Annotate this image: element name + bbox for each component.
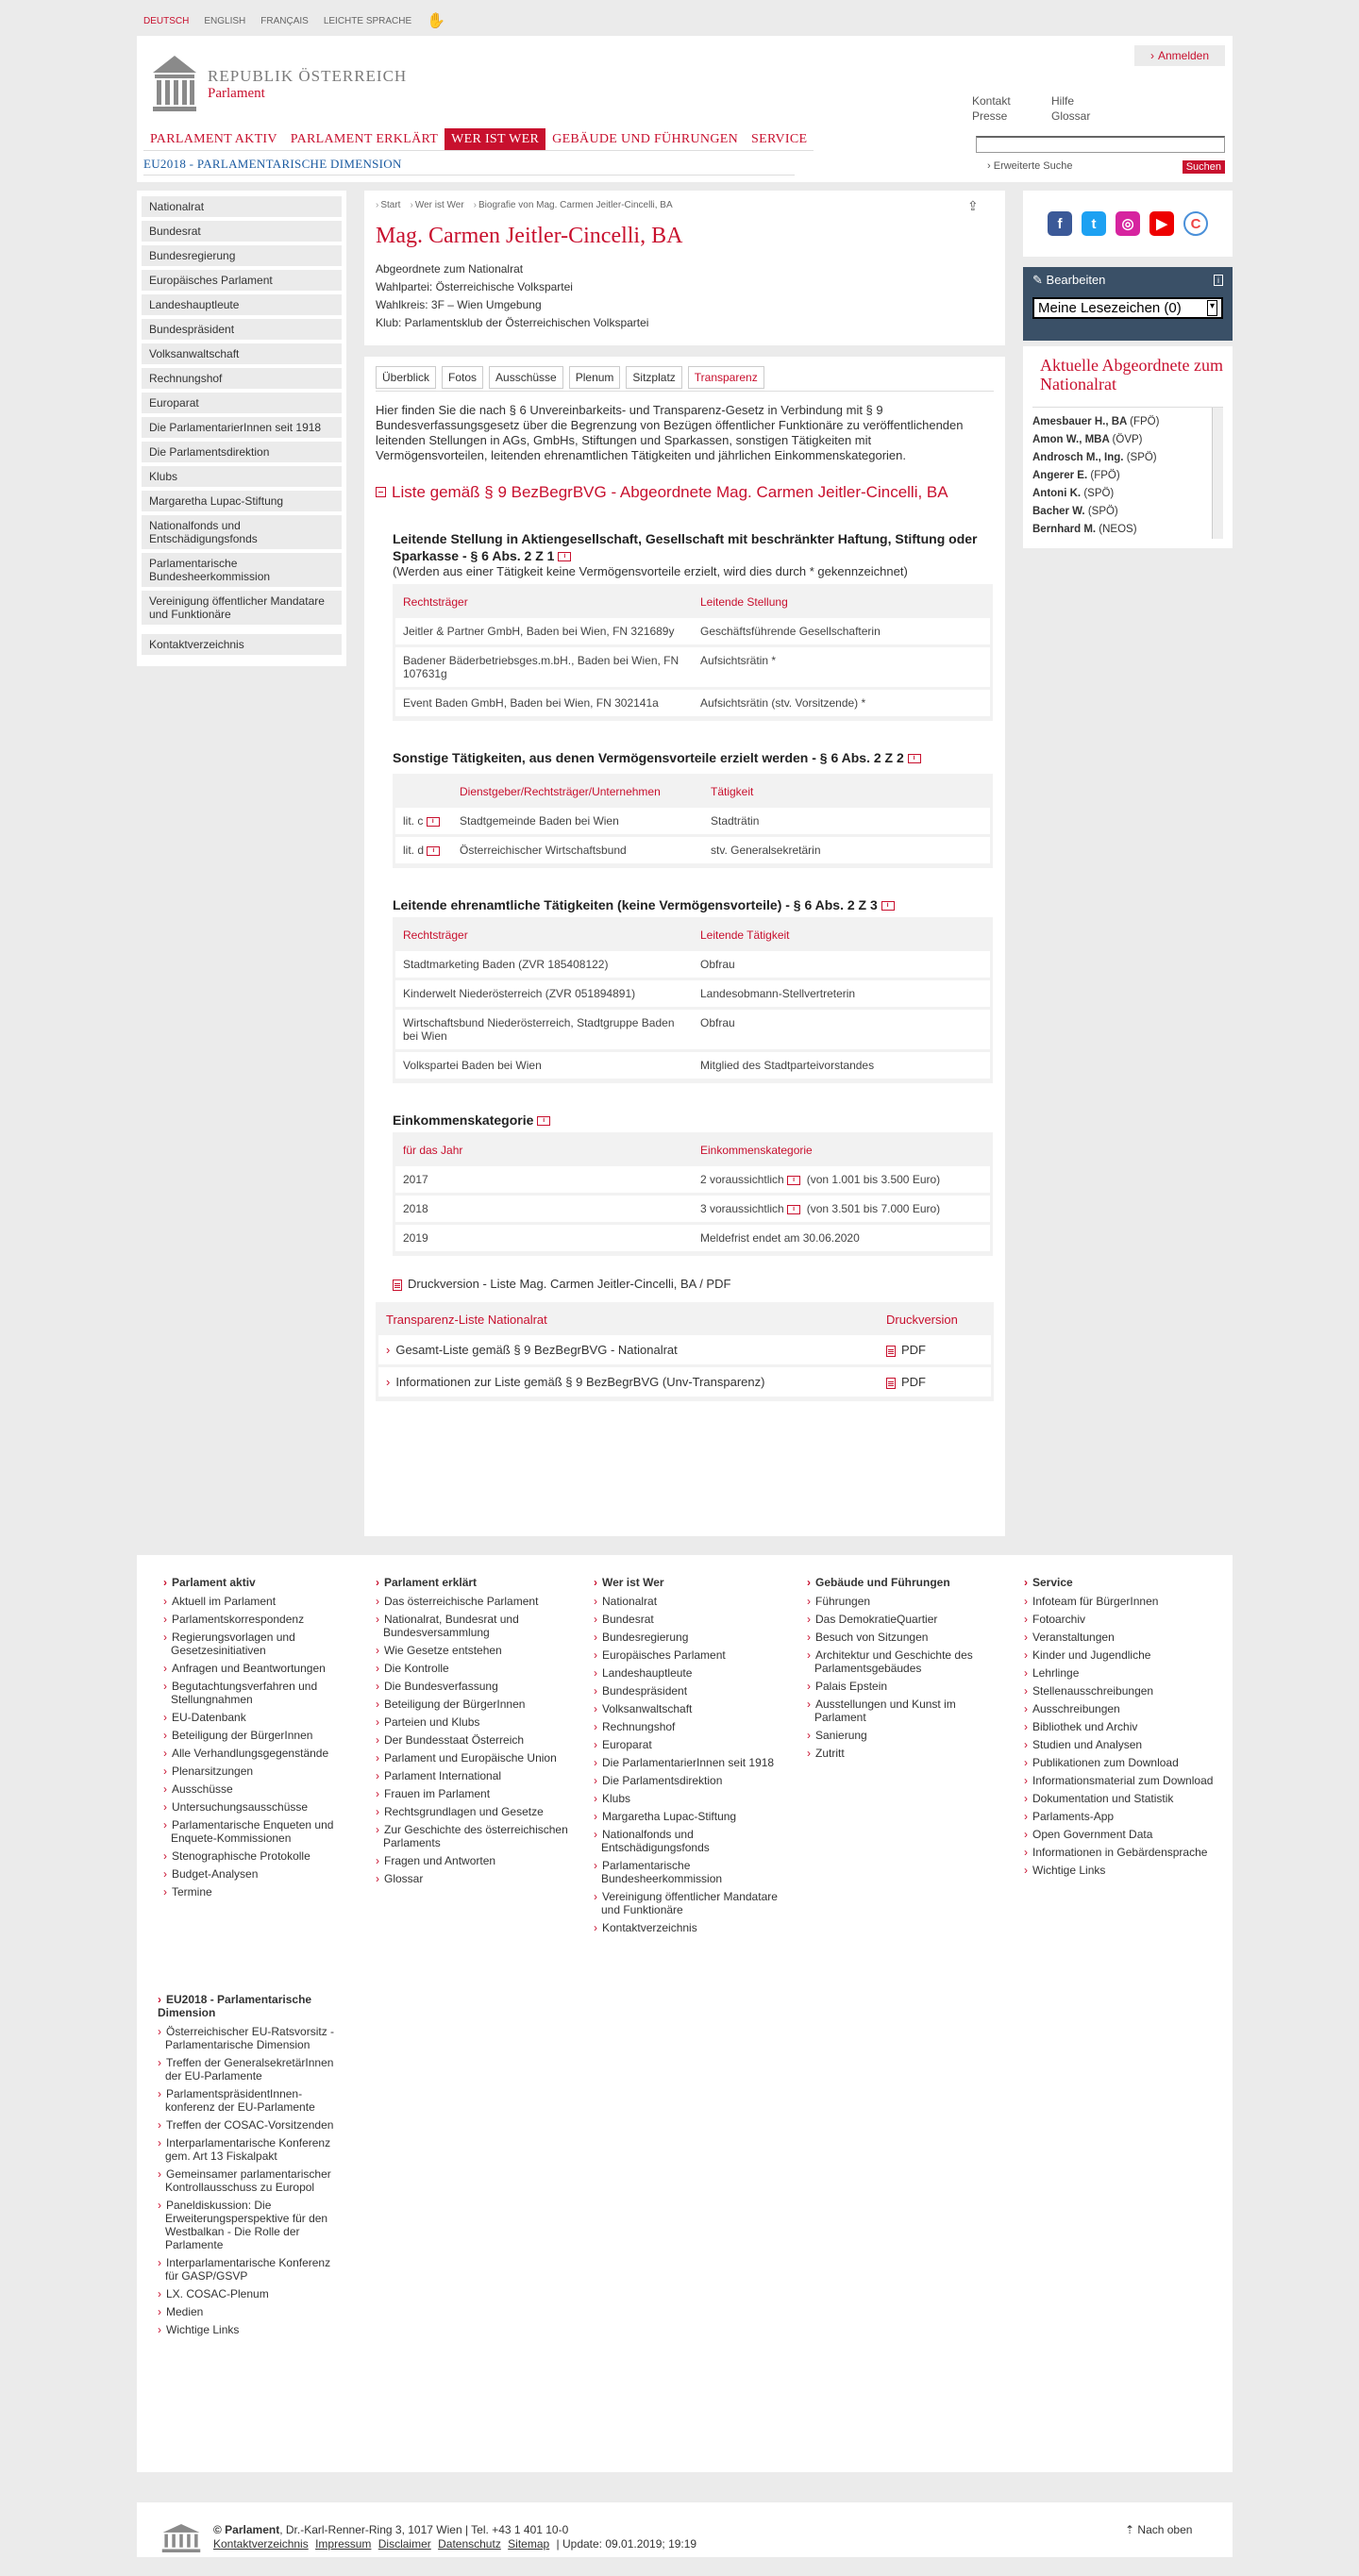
- table-row: [378, 1335, 991, 1364]
- table-row: 2019 Meldefrist endet am 30.06.2020: [395, 1225, 990, 1251]
- table-row: Jeitler & Partner GmbH, Baden bei Wien, FN 321689y Geschäftsführende Gesellschafterin: [395, 618, 990, 644]
- sidebar-item[interactable]: Kontaktverzeichnis: [142, 634, 342, 655]
- footer-link[interactable]: › Wie Gesetze entstehen: [376, 1644, 574, 1657]
- table-row: [378, 1367, 991, 1397]
- advanced-search-link[interactable]: › Erweiterte Suche: [987, 160, 1073, 172]
- pdf-icon: [393, 1280, 402, 1291]
- tab-transparenz[interactable]: Transparenz: [688, 366, 764, 389]
- info-icon[interactable]: i: [881, 901, 895, 911]
- language-bar: [143, 11, 449, 30]
- info-icon[interactable]: i: [787, 1205, 800, 1214]
- section-title: Einkommenskategorie: [393, 1112, 534, 1128]
- bio-line: Abgeordnete zum Nationalrat: [376, 262, 524, 276]
- parliament-logo-icon: [151, 54, 198, 114]
- sidebar-item[interactable]: Bundesregierung: [142, 245, 342, 266]
- chevron-right-icon: ›: [1149, 49, 1154, 62]
- footer-link[interactable]: › Plenarsitzungen: [163, 1765, 361, 1778]
- table-row: Stadtmarketing Baden (ZVR 185408122) Obfrau: [395, 951, 990, 978]
- sidebar-item[interactable]: Die Parlamentsdirektion: [142, 442, 342, 462]
- footer-link[interactable]: › LX. COSAC-Plenum: [158, 2287, 346, 2300]
- footer-link[interactable]: › Bundesrat: [594, 1613, 792, 1626]
- share-icon[interactable]: ⇪: [967, 198, 979, 213]
- lang-deutsch[interactable]: DEUTSCH: [143, 15, 190, 26]
- table-einkommen: [393, 1132, 993, 1256]
- section-title: Leitende ehrenamtliche Tätigkeiten (keine Vermögensvorteile) - § 6 Abs. 2 Z 3: [393, 897, 878, 912]
- footer-link[interactable]: › Parlamentarische Enqueten und Enquete-Kommissionen: [163, 1818, 361, 1845]
- footer-link[interactable]: › Rechnungshof: [594, 1720, 792, 1733]
- logo-title: REPUBLIK ÖSTERREICH: [208, 66, 408, 85]
- footer-link[interactable]: › Besuch von Sitzungen: [807, 1631, 1005, 1644]
- youtube-icon[interactable]: ▶: [1149, 211, 1174, 236]
- footer-link[interactable]: › Der Bundesstaat Österreich: [376, 1733, 574, 1747]
- footer-sitemap: [137, 1555, 1233, 2472]
- footer-link[interactable]: › Treffen der COSAC-Vorsitzenden: [158, 2118, 346, 2132]
- update-date: | Update: 09.01.2019; 19:19: [556, 2537, 697, 2551]
- nav-service[interactable]: SERVICE: [745, 128, 814, 151]
- footer-link[interactable]: › Anfragen und Beantwortungen: [163, 1662, 361, 1675]
- footer-link[interactable]: › Medien: [158, 2305, 346, 2318]
- info-liste-link[interactable]: › Informationen zur Liste gemäß § 9 BezBegrBVG (Unv-Transparenz): [378, 1367, 879, 1397]
- footer-link[interactable]: › Parlamentarische Bundesheerkommission: [594, 1859, 792, 1885]
- col-header: Transparenz-Liste Nationalrat: [386, 1313, 547, 1327]
- footer-link[interactable]: › Ausstellungen und Kunst im Parlament: [807, 1698, 1005, 1724]
- flickr-icon[interactable]: C: [1183, 211, 1208, 236]
- table-row: Event Baden GmbH, Baden bei Wien, FN 302141a Aufsichtsrätin (stv. Vorsitzende) *: [395, 690, 990, 716]
- col-header: für das Jahr: [395, 1137, 693, 1163]
- pencil-icon: ✎: [1032, 273, 1043, 287]
- tab-fotos[interactable]: Fotos: [442, 366, 483, 389]
- footer-info: © Parlament, Dr.-Karl-Renner-Ring 3, 1017 Wien | Tel. +43 1 401 10-0 Kontaktverzeichnis Impressum Disclaimer Datenschutz Sitemap | Update: 09.01.2019; 19:19: [213, 2523, 697, 2551]
- member-item[interactable]: Androsch M., Ing. (SPÖ): [1032, 452, 1157, 463]
- bookmarks-select[interactable]: Meine Lesezeichen (0) ▾: [1032, 297, 1223, 319]
- col-header: Tätigkeit: [703, 778, 990, 805]
- footer-link[interactable]: › Parlament und Europäische Union: [376, 1751, 574, 1765]
- tab-sitzplatz[interactable]: Sitzplatz: [626, 366, 681, 389]
- footer-link[interactable]: › Paneldiskussion: Die Erweiterungsperspektive für den Westbalkan - Die Rolle der Parlamente: [158, 2199, 346, 2251]
- sidebar-item[interactable]: Nationalfonds und Entschädigungsfonds: [142, 515, 342, 549]
- footer-link[interactable]: › Die Parlamentsdirektion: [594, 1774, 792, 1787]
- chevron-right-icon: ›: [386, 1343, 391, 1357]
- info-icon[interactable]: i: [558, 552, 571, 561]
- footer-link[interactable]: › Dokumentation und Statistik: [1024, 1792, 1222, 1805]
- footer-link[interactable]: › EU-Datenbank: [163, 1711, 361, 1724]
- logo[interactable]: [151, 52, 434, 116]
- footer-link[interactable]: › Wichtige Links: [158, 2323, 346, 2336]
- info-icon[interactable]: i: [427, 817, 440, 827]
- table-row: lit. d i Österreichischer Wirtschaftsbund stv. Generalsekretärin: [395, 837, 990, 863]
- member-item[interactable]: Angerer E. (FPÖ): [1032, 470, 1120, 481]
- sidebar-item[interactable]: Parlamentarische Bundesheerkommission: [142, 553, 342, 587]
- section-leitende-stellung: [393, 530, 993, 721]
- table-row: 2018 3 voraussichtlich i (von 3.501 bis 7.000 Euro): [395, 1196, 990, 1222]
- edit-title: Bearbeiten: [1046, 273, 1106, 287]
- sign-language-icon[interactable]: ✋: [427, 13, 446, 29]
- footer-heading[interactable]: › Parlament aktiv: [163, 1576, 361, 1589]
- member-item[interactable]: Amesbauer H., BA (FPÖ): [1032, 416, 1160, 427]
- footer-link[interactable]: › Österreichischer EU-Ratsvorsitz - Parlamentarische Dimension: [158, 2025, 346, 2051]
- panel-title: Aktuelle Abgeordnete zum Nationalrat: [1040, 356, 1223, 393]
- footer-link[interactable]: › Bundespräsident: [594, 1684, 792, 1698]
- logo-subtitle: Parlament: [208, 85, 265, 101]
- tab-plenum[interactable]: Plenum: [569, 366, 621, 389]
- footer-link[interactable]: › Parlament International: [376, 1769, 574, 1782]
- social-links: [1023, 191, 1233, 257]
- pdf-link[interactable]: PDF: [879, 1367, 991, 1397]
- sidebar-item[interactable]: Volksanwaltschaft: [142, 343, 342, 364]
- table-sonstige: [393, 774, 993, 868]
- footer-link[interactable]: › Ausschreibungen: [1024, 1702, 1222, 1715]
- info-icon[interactable]: i: [1214, 275, 1223, 286]
- footer-link[interactable]: › Publikationen zum Download: [1024, 1756, 1222, 1769]
- footer-link[interactable]: › Bundesregierung: [594, 1631, 792, 1644]
- sidebar-nav: [137, 191, 346, 666]
- col-header: Leitende Tätigkeit: [693, 922, 990, 948]
- gesamt-liste-link[interactable]: › Gesamt-Liste gemäß § 9 BezBegrBVG - Nationalrat: [378, 1335, 879, 1364]
- bio-card: [364, 191, 1005, 345]
- bio-line: Klub: Parlamentsklub der Österreichischen Volkspartei: [376, 316, 649, 329]
- back-to-top-link[interactable]: ⇡ Nach oben: [1125, 2523, 1193, 2536]
- footer-link[interactable]: › Infoteam für BürgerInnen: [1024, 1595, 1222, 1608]
- footer-heading[interactable]: › Wer ist Wer: [594, 1576, 792, 1589]
- members-list: [1032, 407, 1223, 539]
- bookmarks-panel: [1023, 267, 1233, 341]
- list-heading: Liste gemäß § 9 BezBegrBVG - Abgeordnete Mag. Carmen Jeitler-Cincelli, BA: [392, 483, 948, 501]
- print-version-link[interactable]: Druckversion - Liste Mag. Carmen Jeitler-Cincelli, BA / PDF: [393, 1277, 994, 1291]
- footer-link[interactable]: › Vereinigung öffentlicher Mandatare und Funktionäre: [594, 1890, 792, 1916]
- footer-link[interactable]: › Interparlamentarische Konferenz gem. Art 13 Fiskalpakt: [158, 2136, 346, 2163]
- search-box: [976, 136, 1225, 174]
- collapse-icon: [376, 487, 386, 497]
- footer-link[interactable]: › Beteiligung der BürgerInnen: [376, 1698, 574, 1711]
- lang-english[interactable]: ENGLISH: [204, 15, 246, 26]
- footer-link[interactable]: › Europäisches Parlament: [594, 1648, 792, 1662]
- chevron-right-icon: ›: [386, 1375, 391, 1389]
- footer-link[interactable]: › Wichtige Links: [1024, 1864, 1222, 1877]
- sidebar-item[interactable]: Rechnungshof: [142, 368, 342, 389]
- footer-link-sitemap[interactable]: Sitemap: [508, 2537, 550, 2551]
- footer-link[interactable]: › Zur Geschichte des österreichischen Parlaments: [376, 1823, 574, 1849]
- crumb-wer-ist-wer[interactable]: › Wer ist Wer: [410, 200, 463, 210]
- footer-link[interactable]: › Sanierung: [807, 1729, 1005, 1742]
- bio-line: Wahlpartei: Österreichische Volkspartei: [376, 280, 573, 293]
- footer-link[interactable]: › Die ParlamentarierInnen seit 1918: [594, 1756, 792, 1769]
- footer-link[interactable]: › Aktuell im Parlament: [163, 1595, 361, 1608]
- footer-link[interactable]: › Führungen: [807, 1595, 1005, 1608]
- footer-link[interactable]: › Veranstaltungen: [1024, 1631, 1222, 1644]
- footer-link[interactable]: › Bibliothek und Archiv: [1024, 1720, 1222, 1733]
- footer-link[interactable]: › Volksanwaltschaft: [594, 1702, 792, 1715]
- col-header: Druckversion: [886, 1313, 958, 1327]
- footer-link[interactable]: › Budget-Analysen: [163, 1867, 361, 1881]
- footer-link[interactable]: › Parlamentskorrespondenz: [163, 1613, 361, 1626]
- footer-link[interactable]: › Beteiligung der BürgerInnen: [163, 1729, 361, 1742]
- sidebar-item[interactable]: Landeshauptleute: [142, 294, 342, 315]
- tab-bar: [376, 366, 994, 392]
- section-note: (Werden aus einer Tätigkeit keine Vermögensvorteile erzielt, wird dies durch * gekennzeichnet): [393, 564, 908, 578]
- footer-heading[interactable]: › Gebäude und Führungen: [807, 1576, 1005, 1589]
- sidebar-item[interactable]: Vereinigung öffentlicher Mandatare und Funktionäre: [142, 591, 342, 625]
- footer-col-eu2018: [158, 1993, 346, 2341]
- main-nav: [143, 128, 814, 151]
- table-transparenz-liste: [376, 1302, 994, 1401]
- breadcrumb: [376, 200, 994, 210]
- footer-link[interactable]: › Fragen und Antworten: [376, 1854, 574, 1867]
- list-toggle[interactable]: [376, 482, 980, 502]
- footer-col-parlament-erklaert: [376, 1576, 574, 1890]
- footer-link[interactable]: › Zutritt: [807, 1747, 1005, 1760]
- table-row: Badener Bäderbetriebsges.m.bH., Baden bei Wien, FN 107631g Aufsichtsrätin *: [395, 647, 990, 687]
- col-header: Rechtsträger: [395, 922, 693, 948]
- table-row: Wirtschaftsbund Niederösterreich, Stadtgruppe Baden bei Wien Obfrau: [395, 1010, 990, 1049]
- nav-parlament-erklaert[interactable]: PARLAMENT ERKLÄRT: [284, 128, 445, 151]
- current-members-panel: [1023, 346, 1233, 548]
- crumb-start[interactable]: › Start: [376, 200, 400, 210]
- footer-link[interactable]: › ParlamentspräsidentInnen-konferenz der EU-Parlamente: [158, 2087, 346, 2114]
- top-links: [972, 94, 1136, 123]
- footer-link[interactable]: › Parlaments-App: [1024, 1810, 1222, 1823]
- member-item[interactable]: Bacher W. (SPÖ): [1032, 506, 1118, 517]
- table-row: Volkspartei Baden bei Wien Mitglied des Stadtparteivorstandes: [395, 1052, 990, 1079]
- tab-ueberblick[interactable]: Überblick: [376, 366, 436, 389]
- footer-link[interactable]: › Rechtsgrundlagen und Gesetze: [376, 1805, 574, 1818]
- sidebar-item[interactable]: Margaretha Lupac-Stiftung: [142, 491, 342, 511]
- footer-heading[interactable]: › Parlament erklärt: [376, 1576, 574, 1589]
- scrollbar[interactable]: [1212, 408, 1223, 539]
- footer-link[interactable]: › Europarat: [594, 1738, 792, 1751]
- nav-gebaeude[interactable]: GEBÄUDE UND FÜHRUNGEN: [545, 128, 745, 151]
- sidebar-item[interactable]: Nationalrat: [142, 196, 342, 217]
- nav-parlament-aktiv[interactable]: PARLAMENT AKTIV: [143, 128, 284, 151]
- section-einkommen: [393, 1112, 993, 1256]
- info-icon[interactable]: i: [787, 1176, 800, 1185]
- footer-link[interactable]: › Frauen im Parlament: [376, 1787, 574, 1800]
- footer-link-disclaimer[interactable]: Disclaimer: [378, 2537, 431, 2551]
- footer-link[interactable]: › Informationsmaterial zum Download: [1024, 1774, 1222, 1787]
- footer-link[interactable]: › Palais Epstein: [807, 1680, 1005, 1693]
- footer-link[interactable]: › Alle Verhandlungsgegenstände: [163, 1747, 361, 1760]
- footer-link[interactable]: › Margaretha Lupac-Stiftung: [594, 1810, 792, 1823]
- lang-leichte-sprache[interactable]: LEICHTE SPRACHE: [323, 15, 412, 26]
- link-kontakt[interactable]: Kontakt: [972, 94, 1011, 108]
- tab-ausschuesse[interactable]: Ausschüsse: [489, 366, 563, 389]
- footer-link[interactable]: › Das österreichische Parlament: [376, 1595, 574, 1608]
- footer-link[interactable]: › Nationalrat, Bundesrat und Bundesversammlung: [376, 1613, 574, 1639]
- footer-link[interactable]: › Landeshauptleute: [594, 1666, 792, 1680]
- footer-col-service: [1024, 1576, 1222, 1882]
- sidebar-item[interactable]: Bundespräsident: [142, 319, 342, 340]
- col-header: Dienstgeber/Rechtsträger/Unternehmen: [452, 778, 703, 805]
- sidebar-item[interactable]: Bundesrat: [142, 221, 342, 242]
- footer-link[interactable]: › Nationalrat: [594, 1595, 792, 1608]
- footer-link-impressum[interactable]: Impressum: [315, 2537, 372, 2551]
- footer-heading[interactable]: › Service: [1024, 1576, 1222, 1589]
- table-row: 2017 2 voraussichtlich i (von 1.001 bis 3.500 Euro): [395, 1166, 990, 1193]
- footer-link[interactable]: › Treffen der GeneralsekretärInnen der EU-Parlamente: [158, 2056, 346, 2083]
- pdf-link[interactable]: PDF: [879, 1335, 991, 1364]
- login-button[interactable]: › Anmelden: [1134, 45, 1225, 66]
- footer-link[interactable]: › Klubs: [594, 1792, 792, 1805]
- section-title: Leitende Stellung in Aktiengesellschaft, Gesellschaft mit beschränkter Haftung, Stiftung oder Sparkasse - § 6 Abs. 2 Z 1: [393, 531, 978, 563]
- footer-link[interactable]: › Parteien und Klubs: [376, 1715, 574, 1729]
- sidebar-item[interactable]: Die ParlamentarierInnen seit 1918: [142, 417, 342, 438]
- nav-wer-ist-wer[interactable]: WER IST WER: [445, 128, 545, 151]
- footer-link[interactable]: › Die Bundesverfassung: [376, 1680, 574, 1693]
- footer-link[interactable]: › Stenographische Protokolle: [163, 1849, 361, 1863]
- page-title: Mag. Carmen Jeitler-Cincelli, BA: [376, 224, 683, 248]
- footer-link[interactable]: › Lehrlinge: [1024, 1666, 1222, 1680]
- sidebar-item[interactable]: Europäisches Parlament: [142, 270, 342, 291]
- parliament-logo-icon: [160, 2523, 202, 2553]
- instagram-icon[interactable]: ◎: [1116, 211, 1140, 236]
- footer-link[interactable]: › Die Kontrolle: [376, 1662, 574, 1675]
- info-icon[interactable]: i: [427, 846, 440, 856]
- table-row: Kinderwelt Niederösterreich (ZVR 051894891) Landesobmann-Stellvertreterin: [395, 980, 990, 1007]
- footer-link[interactable]: › Gemeinsamer parlamentarischer Kontrollausschuss zu Europol: [158, 2167, 346, 2194]
- footer-link[interactable]: › Glossar: [376, 1872, 574, 1885]
- footer-heading[interactable]: › EU2018 - Parlamentarische Dimension: [158, 1993, 346, 2019]
- footer-link[interactable]: › Architektur und Geschichte des Parlamentsgebäudes: [807, 1648, 1005, 1675]
- footer-link[interactable]: › Fotoarchiv: [1024, 1613, 1222, 1626]
- link-presse[interactable]: Presse: [972, 109, 1008, 123]
- table-leitende-stellung: [393, 584, 993, 721]
- member-item[interactable]: Antoni K. (SPÖ): [1032, 488, 1115, 499]
- footer-link[interactable]: › Kontaktverzeichnis: [594, 1921, 792, 1934]
- footer-link[interactable]: › Das DemokratieQuartier: [807, 1613, 1005, 1626]
- footer-link[interactable]: › Open Government Data: [1024, 1828, 1222, 1841]
- footer-link[interactable]: › Begutachtungsverfahren und Stellungnahmen: [163, 1680, 361, 1706]
- col-header: Einkommenskategorie: [693, 1137, 990, 1163]
- bio-line: Wahlkreis: 3F – Wien Umgebung: [376, 298, 542, 311]
- footer-link[interactable]: › Interparlamentarische Konferenz für GASP/GSVP: [158, 2256, 346, 2283]
- footer-link[interactable]: › Stellenausschreibungen: [1024, 1684, 1222, 1698]
- nav-eu2018[interactable]: EU2018 - PARLAMENTARISCHE DIMENSION: [143, 157, 795, 176]
- member-item[interactable]: Bernhard M. (NEOS): [1032, 524, 1137, 535]
- footer-link[interactable]: › Studien und Analysen: [1024, 1738, 1222, 1751]
- sidebar-item[interactable]: Europarat: [142, 393, 342, 413]
- footer-link[interactable]: › Regierungsvorlagen und Gesetzesinitiativen: [163, 1631, 361, 1657]
- footer-link-kontaktverzeichnis[interactable]: Kontaktverzeichnis: [213, 2537, 309, 2551]
- chevron-down-icon: ▾: [1207, 300, 1217, 316]
- footer-col-parlament-aktiv: [163, 1576, 361, 1903]
- table-row: lit. c i Stadtgemeinde Baden bei Wien Stadträtin: [395, 808, 990, 834]
- footer-link[interactable]: › Kinder und Jugendliche: [1024, 1648, 1222, 1662]
- link-glossar[interactable]: Glossar: [1051, 109, 1091, 123]
- section-sonstige: [393, 749, 993, 868]
- link-hilfe[interactable]: Hilfe: [1051, 94, 1075, 108]
- main-content: [364, 357, 1005, 1536]
- col-header: Rechtsträger: [395, 589, 693, 615]
- section-ehrenamtlich: [393, 896, 993, 1083]
- footer-link[interactable]: › Termine: [163, 1885, 361, 1899]
- search-button[interactable]: Suchen: [1183, 160, 1225, 174]
- table-ehrenamtlich: [393, 917, 993, 1083]
- intro-text: Hier finden Sie die nach § 6 Unvereinbarkeits- und Transparenz-Gesetz in Verbindung mit § 9 Bundesverfassungsgesetz über die Begrenzung von Bezügen öffentlicher Funktionäre zu veröffentlichenden leitenden Stellungen in AGs, GmbHs, Stiftungen und Sparkassen, sonstigen Tätigkeiten mit Vermögensvorteilen, leitenden ehrenamtlichen Tätigkeiten und jährlichen Einkommenskategorien.: [376, 403, 964, 462]
- section-title: Sonstige Tätigkeiten, aus denen Vermögensvorteile erzielt werden - § 6 Abs. 2 Z 2: [393, 750, 904, 765]
- twitter-icon[interactable]: t: [1082, 211, 1106, 236]
- info-icon[interactable]: i: [537, 1116, 550, 1126]
- search-input[interactable]: [976, 136, 1225, 153]
- footer-link[interactable]: › Nationalfonds und Entschädigungsfonds: [594, 1828, 792, 1854]
- pdf-icon: [886, 1346, 896, 1357]
- lang-francais[interactable]: FRANÇAIS: [260, 15, 309, 26]
- pdf-icon: [886, 1378, 896, 1389]
- footer-link[interactable]: › Ausschüsse: [163, 1782, 361, 1796]
- member-item[interactable]: Amon W., MBA (ÖVP): [1032, 434, 1143, 445]
- footer-link-datenschutz[interactable]: Datenschutz: [438, 2537, 501, 2551]
- col-header: Leitende Stellung: [693, 589, 990, 615]
- footer-link[interactable]: › Untersuchungsausschüsse: [163, 1800, 361, 1814]
- arrow-up-icon: ⇡: [1125, 2523, 1135, 2536]
- info-icon[interactable]: i: [908, 754, 921, 763]
- facebook-icon[interactable]: f: [1048, 211, 1072, 236]
- footer-col-wer-ist-wer: [594, 1576, 792, 1939]
- footer-col-gebaeude: [807, 1576, 1005, 1765]
- sidebar-item[interactable]: Klubs: [142, 466, 342, 487]
- footer-link[interactable]: › Informationen in Gebärdensprache: [1024, 1846, 1222, 1859]
- crumb-current: › Biografie von Mag. Carmen Jeitler-Cincelli, BA: [474, 200, 673, 210]
